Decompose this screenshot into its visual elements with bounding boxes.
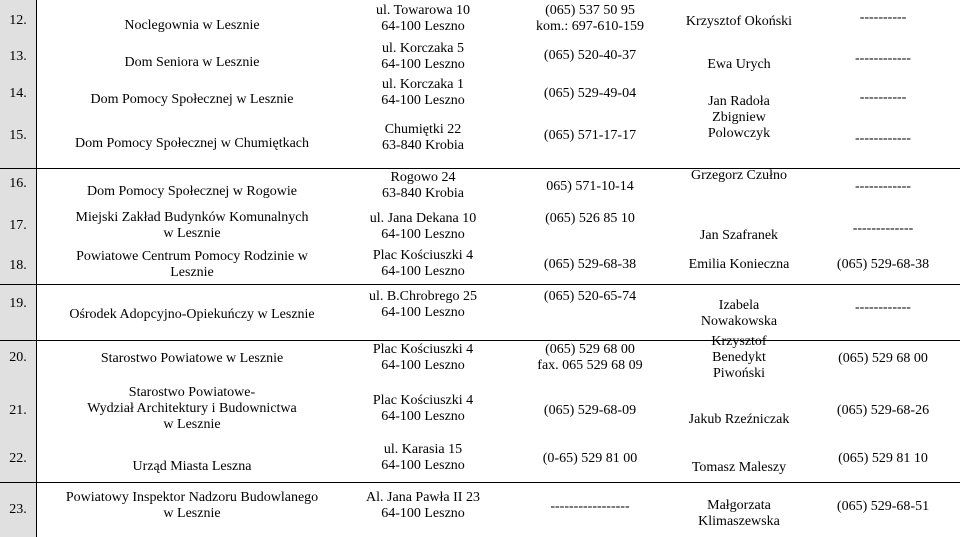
fax: (065) 529-68-51: [836, 499, 930, 514]
institution-name: Noclegownia w Lesznie: [124, 18, 260, 33]
institution-name: Dom Pomocy Społecznej w Chumiętkach: [74, 136, 310, 151]
address: ul. Towarowa 10 64-100 Leszno: [375, 3, 471, 34]
contact-person: Małgorzata Klimaszewska: [698, 498, 780, 529]
institution-name: Starostwo Powiatowe- Wydział Architektury i Budownictwa w Lesznie: [87, 385, 297, 432]
address: Al. Jana Pawła II 23 64-100 Leszno: [366, 490, 480, 521]
fax: ----------: [859, 10, 907, 25]
address: ul. Korczaka 1 64-100 Leszno: [381, 77, 465, 108]
fax: ------------: [855, 131, 911, 146]
address: ul. B.Chrobrego 25 64-100 Leszno: [368, 289, 478, 320]
contact-person: Emilia Konieczna: [688, 257, 790, 272]
address: Rogowo 24 63-840 Krobia: [381, 170, 465, 201]
address: Plac Kościuszki 4 64-100 Leszno: [372, 342, 474, 373]
row-divider: [0, 284, 960, 285]
contact-person: Izabela Nowakowska: [700, 298, 778, 329]
row-number: 17.: [9, 218, 27, 233]
contact-person: Krzysztof Okoński: [685, 14, 793, 29]
row-number: 20.: [9, 350, 27, 365]
institution-name: Dom Seniora w Lesznie: [124, 55, 260, 70]
phone: (065) 529-49-04: [543, 86, 637, 101]
contact-person: Ewa Urych: [707, 57, 771, 72]
fax: ------------: [855, 179, 911, 194]
address: ul. Korczaka 5 64-100 Leszno: [381, 41, 465, 72]
fax: (065) 529 81 10: [838, 451, 928, 466]
row-number: 15.: [9, 128, 27, 143]
institution-name: Ośrodek Adopcyjno-Opiekuńczy w Lesznie: [69, 307, 315, 322]
phone: (065) 529-68-09: [543, 403, 637, 418]
contact-person: Jakub Rzeźniczak: [688, 412, 790, 427]
row-number: 21.: [9, 403, 27, 418]
fax: (065) 529 68 00: [838, 351, 928, 366]
row-number: 19.: [9, 296, 27, 311]
institution-name: Powiatowe Centrum Pomocy Rodzinie w Lesznie: [76, 249, 308, 280]
fax: ----------: [859, 90, 907, 105]
phone: (065) 571-17-17: [543, 128, 637, 143]
institution-name: Dom Pomocy Społecznej w Lesznie: [90, 92, 294, 107]
phone: (065) 520-40-37: [543, 48, 637, 63]
row-number: 16.: [9, 176, 27, 191]
address: ul. Karasia 15 64-100 Leszno: [381, 442, 465, 473]
row-number: 14.: [9, 86, 27, 101]
row-divider: [0, 340, 960, 341]
row-number: 22.: [9, 451, 27, 466]
fax: -------------: [852, 221, 914, 236]
fax: ------------: [855, 51, 911, 66]
row-number: 18.: [9, 258, 27, 273]
column-divider: [36, 0, 37, 537]
row-divider: [0, 482, 960, 483]
row-divider: [0, 168, 960, 169]
contact-person: Grzegorz Czułno: [690, 168, 788, 183]
contact-person: Tomasz Maleszy: [691, 460, 787, 475]
address: Plac Kościuszki 4 64-100 Leszno: [372, 248, 474, 279]
institution-name: Urząd Miasta Leszna: [132, 459, 252, 474]
contact-person: Jan Szafranek: [699, 228, 779, 243]
phone: (0-65) 529 81 00: [542, 451, 638, 466]
institution-name: Starostwo Powiatowe w Lesznie: [100, 351, 284, 366]
phone: (065) 529-68-38: [543, 257, 637, 272]
row-number: 23.: [9, 502, 27, 517]
contact-person: Zbigniew Polowczyk: [707, 110, 771, 141]
phone: -----------------: [550, 499, 630, 514]
contact-person: Krzysztof Benedykt Piwoński: [711, 334, 767, 381]
phone: (065) 529 68 00 fax. 065 529 68 09: [537, 342, 643, 373]
row-number: 13.: [9, 49, 27, 64]
fax: (065) 529-68-26: [836, 403, 930, 418]
institution-name: Powiatowy Inspektor Nadzoru Budowlanego w Lesznie: [65, 490, 319, 521]
number-column-shade: [0, 284, 36, 340]
address: Plac Kościuszki 4 64-100 Leszno: [372, 393, 474, 424]
fax: ------------: [855, 300, 911, 315]
phone: (065) 526 85 10: [545, 211, 635, 226]
phone: (065) 537 50 95 kom.: 697-610-159: [535, 3, 645, 34]
institution-name: Dom Pomocy Społecznej w Rogowie: [87, 184, 297, 199]
contact-person: Jan Radoła: [708, 94, 770, 109]
institution-name: Miejski Zakład Budynków Komunalnych w Lesznie: [75, 210, 309, 241]
fax: (065) 529-68-38: [836, 257, 930, 272]
address: Chumiętki 22 63-840 Krobia: [381, 122, 465, 153]
phone: 065) 571-10-14: [546, 179, 634, 194]
phone: (065) 520-65-74: [543, 289, 637, 304]
address: ul. Jana Dekana 10 64-100 Leszno: [369, 211, 477, 242]
row-number: 12.: [9, 13, 27, 28]
